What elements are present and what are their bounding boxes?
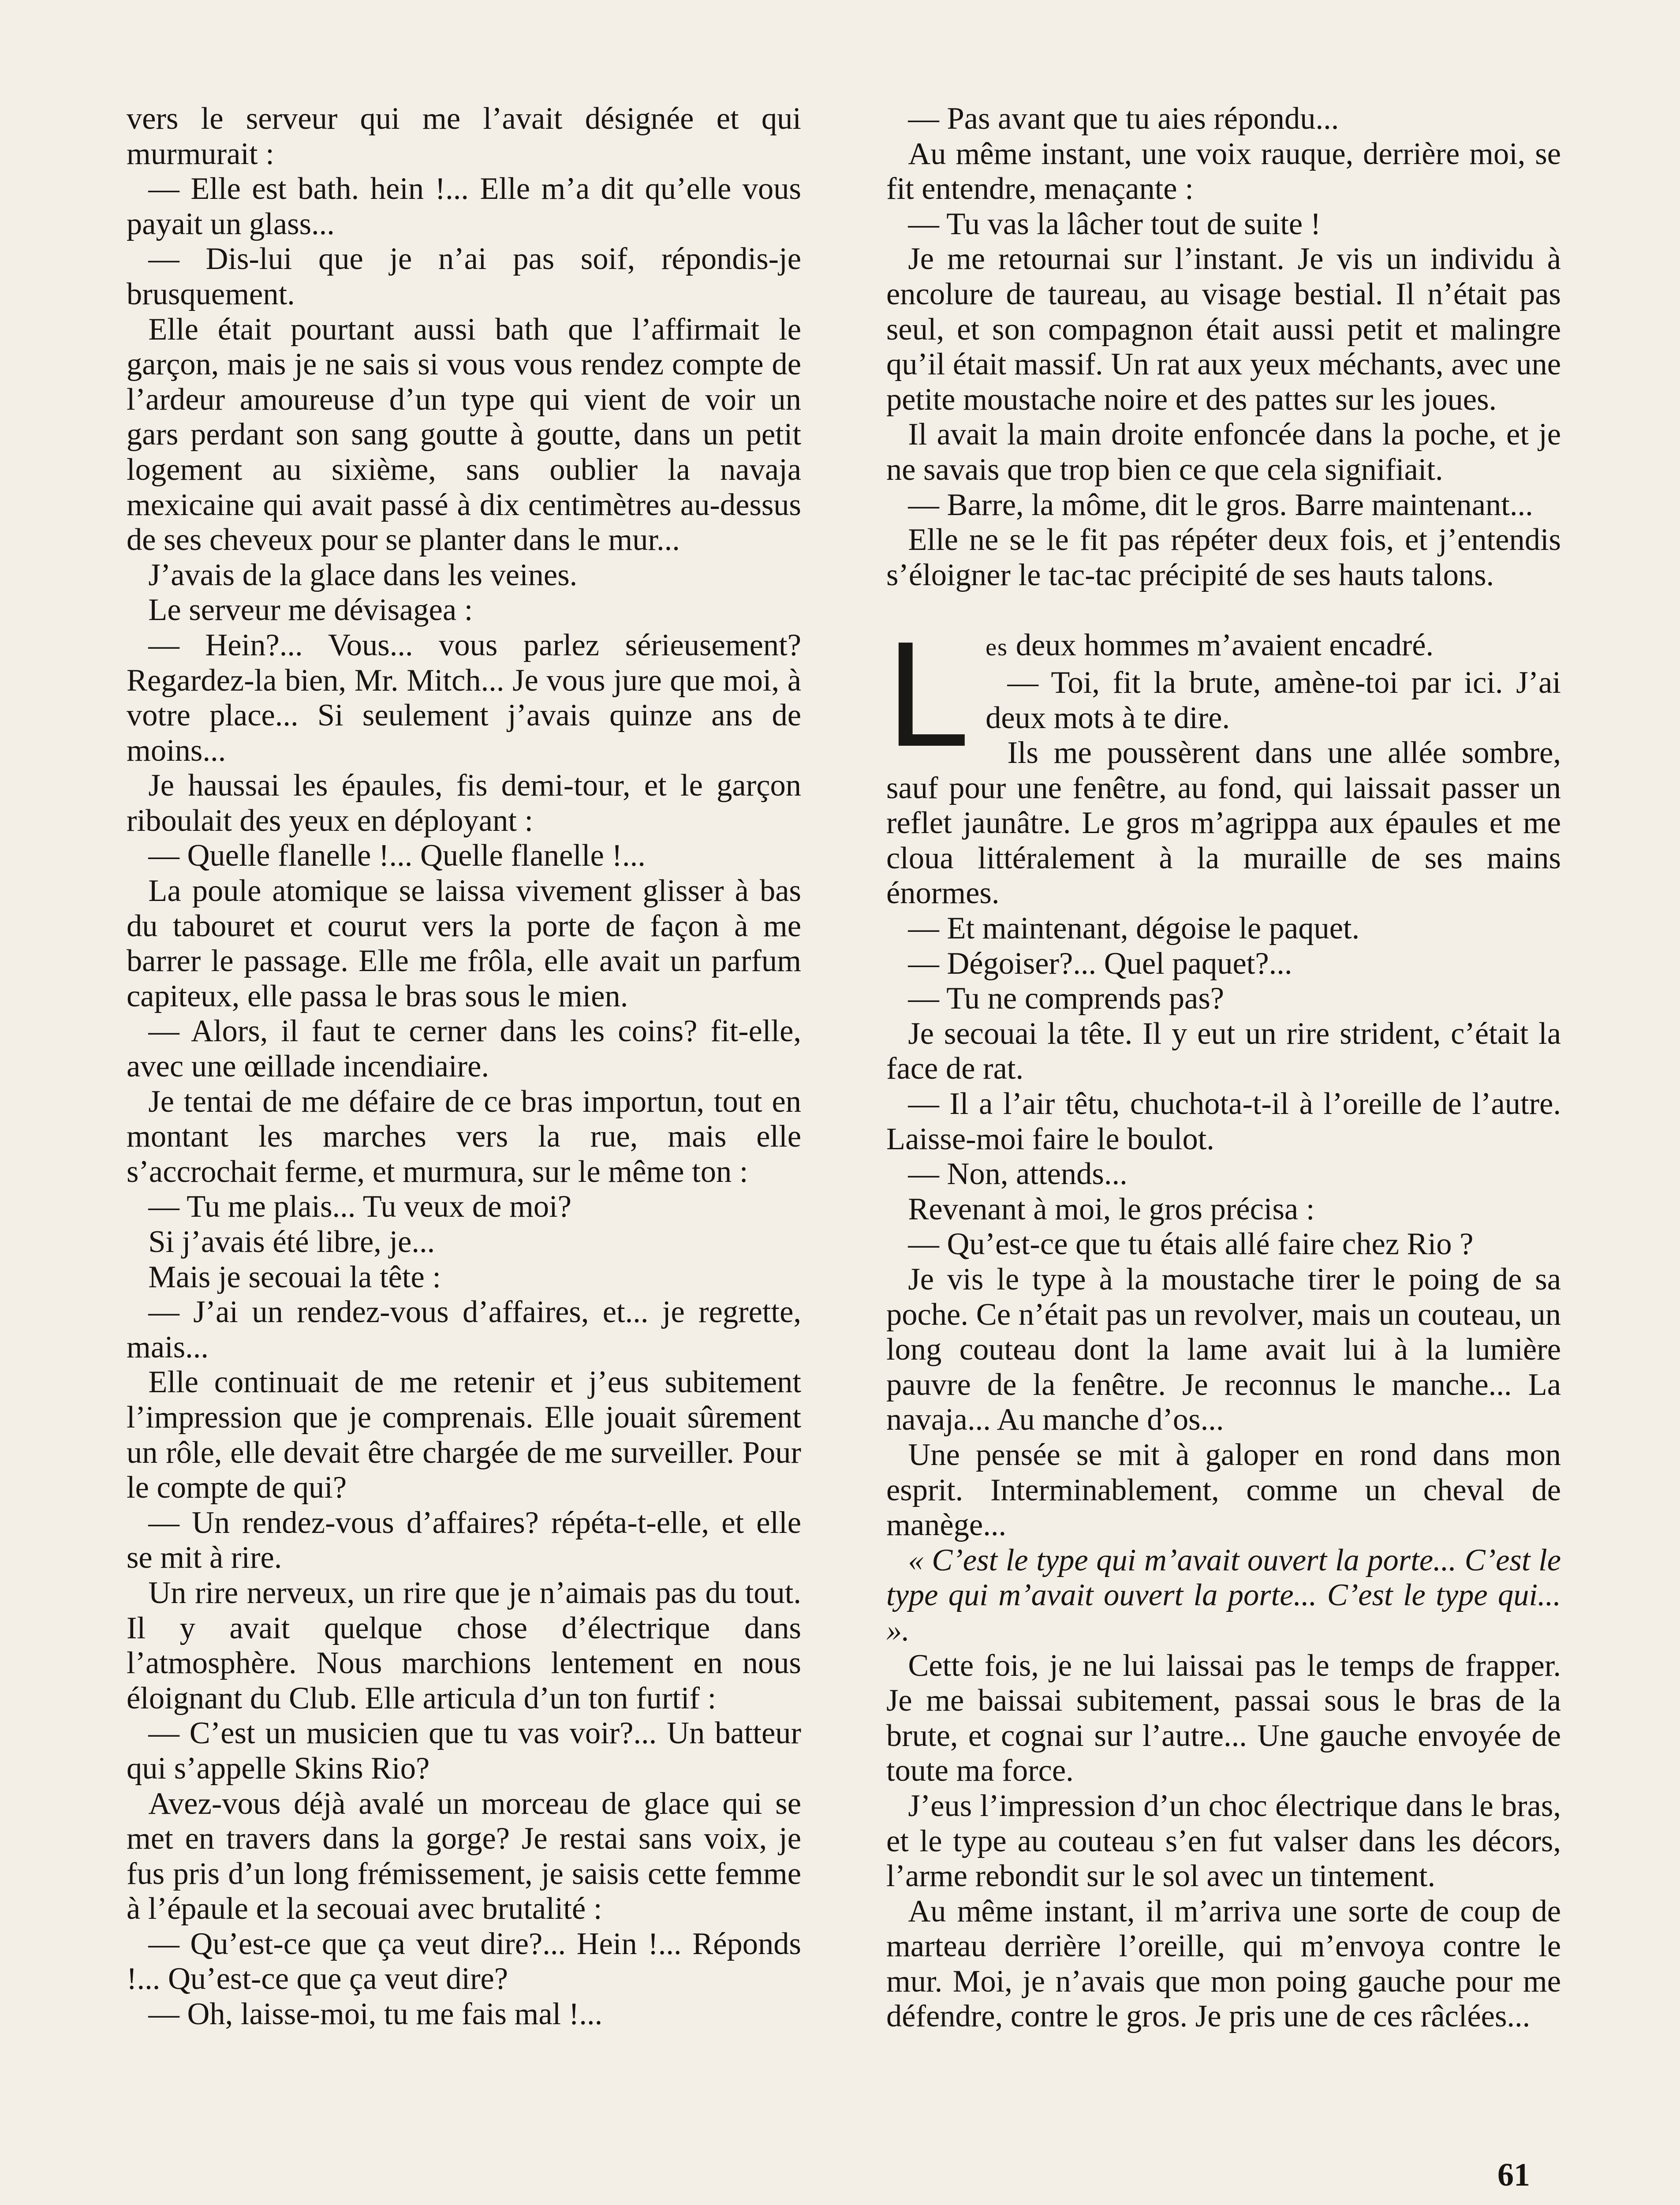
paragraph: Je me retournai sur l’instant. Je vis un individu à encolure de taureau, au visage bestial. Il n’était pas seul, et son compagnon était aussi petit et malingre qu’il était massif. Un rat aux yeux méchants, avec une petite moustache noire et des pattes sur les joues. xyxy=(886,242,1561,417)
paragraph: Je haussai les épaules, fis demi-tour, et le garçon riboulait des yeux en déployant : xyxy=(127,768,801,838)
paragraph: — Oh, laisse-moi, tu me fais mal !... xyxy=(148,1997,603,2032)
paragraph: — Dégoiser?... Quel paquet?... xyxy=(908,946,1292,981)
paragraph: — Non, attends... xyxy=(908,1157,1127,1192)
paragraph: « C’est le type qui m’avait ouvert la porte... C’est le type qui m’avait ouvert la porte... C’est le type qui... ». xyxy=(886,1543,1561,1648)
paragraph: Elle était pourtant aussi bath que l’affirmait le garçon, mais je ne sais si vous vous rendez compte de l’ardeur amoureuse d’un type qui vient de voir un gars perdant son sang goutte à goutte, dans un petit logement au sixième, sans oublier la navaja mexicaine qui avait passé à dix centimètres au-dessus de ses cheveux pour se planter dans le mur... xyxy=(127,312,801,557)
paragraph: — Tu ne comprends pas? xyxy=(908,981,1225,1016)
drop-cap: L xyxy=(886,610,970,778)
page-number: 61 xyxy=(1497,2157,1530,2193)
paragraph: Un rire nerveux, un rire que je n’aimais pas du tout. Il y avait quelque chose d’électrique dans l’atmosphère. Nous marchions lentement en nous éloignant du Club. Elle articula d’un ton furtif : xyxy=(127,1575,801,1715)
paragraph: Mais je secouai la tête : xyxy=(148,1259,441,1294)
paragraph: Avez-vous déjà avalé un morceau de glace qui se met en travers dans la gorge? Je restai sans voix, je fus pris d’un long frémissement, je saisis cette femme à l’épaule et la secouai avec brutalité : xyxy=(127,1786,801,1926)
paragraph: — Dis-lui que je n’ai pas soif, répondis-je brusquement. xyxy=(127,242,801,311)
paragraph: — Alors, il faut te cerner dans les coins? fit-elle, avec une œillade incendiaire. xyxy=(127,1014,801,1084)
paragraph: Je secouai la tête. Il y eut un rire strident, c’était la face de rat. xyxy=(886,1016,1561,1086)
paragraph: — Et maintenant, dégoise le paquet. xyxy=(908,911,1360,946)
paragraph: — J’ai un rendez-vous d’affaires, et... je regrette, mais... xyxy=(127,1295,801,1364)
paragraph: J’avais de la glace dans les veines. xyxy=(148,557,578,592)
paragraph: La poule atomique se laissa vivement glisser à bas du tabouret et courut vers la porte de façon à me barrer le passage. Elle me frôla, elle avait un parfum capiteux, elle passa le bras sous le mien. xyxy=(127,874,801,1013)
paragraph: — Elle est bath. hein !... Elle m’a dit qu’elle vous payait un glass... xyxy=(127,172,801,241)
paragraph: Le serveur me dévisagea : xyxy=(148,593,473,628)
paragraph: — Barre, la môme, dit le gros. Barre maintenant... xyxy=(908,487,1533,522)
paragraph: — Tu me plais... Tu veux de moi? xyxy=(148,1189,572,1224)
paragraph: vers le serveur qui me l’avait désignée et qui murmurait : xyxy=(127,101,801,171)
paragraph: Je tentai de me défaire de ce bras importun, tout en montant les marches vers la rue, mais elle s’accrochait ferme, et murmura, sur le même ton : xyxy=(127,1084,801,1189)
paragraph: — Quelle flanelle !... Quelle flanelle !... xyxy=(148,838,646,873)
left-column xyxy=(127,101,801,2032)
drop-cap-continuation: es xyxy=(986,634,1008,662)
paragraph: Au même instant, il m’arriva une sorte de coup de marteau derrière l’oreille, qui m’envoya contre le mur. Moi, je n’avais que mon poing gauche pour me défendre, contre le gros. Je pris une de ces râclées... xyxy=(886,1894,1561,2034)
paragraph: Au même instant, une voix rauque, derrière moi, se fit entendre, menaçante : xyxy=(886,136,1561,206)
section-start xyxy=(886,610,1561,2034)
paragraph: Revenant à moi, le gros précisa : xyxy=(908,1192,1315,1226)
right-column xyxy=(886,101,1561,2034)
paragraph: — Qu’est-ce que tu étais allé faire chez Rio ? xyxy=(908,1227,1474,1262)
section-first-line: deux hommes m’avaient encadré. xyxy=(1015,628,1434,663)
paragraph: — Tu vas la lâcher tout de suite ! xyxy=(908,206,1321,241)
paragraph: Je vis le type à la moustache tirer le poing de sa poche. Ce n’était pas un revolver, mais un couteau, un long couteau dont la lame avait lui à la lumière pauvre de la fenêtre. Je reconnus le manche... La navaja... Au manche d’os... xyxy=(886,1262,1561,1437)
paragraph: J’eus l’impression d’un choc électrique dans le bras, et le type au couteau s’en fut valser dans les décors, l’arme rebondit sur le sol avec un tintement. xyxy=(886,1788,1561,1894)
paragraph: Elle ne se le fit pas répéter deux fois, et j’entendis s’éloigner le tac-tac précipité de ses hauts talons. xyxy=(886,523,1561,592)
paragraph: — Un rendez-vous d’affaires? répéta-t-elle, et elle se mit à rire. xyxy=(127,1505,801,1575)
paragraph: — Il a l’air têtu, chuchota-t-il à l’oreille de l’autre. Laisse-moi faire le boulot. xyxy=(886,1087,1561,1156)
paragraph: — C’est un musicien que tu vas voir?... Un batteur qui s’appelle Skins Rio? xyxy=(127,1716,801,1786)
paragraph: — Toi, fit la brute, amène-toi par ici. J’ai deux mots à te dire. xyxy=(986,665,1561,735)
paragraph: — Pas avant que tu aies répondu... xyxy=(908,101,1339,136)
paragraph: Cette fois, je ne lui laissai pas le temps de frapper. Je me baissai subitement, passai sous le bras de la brute, et cognai sur l’autre... Une gauche envoyée de toute ma force. xyxy=(886,1648,1561,1788)
paragraph: Elle continuait de me retenir et j’eus subitement l’impression que je comprenais. Elle jouait sûrement un rôle, elle devait être chargée de me surveiller. Pour le compte de qui? xyxy=(127,1365,801,1505)
right-column-top xyxy=(886,101,1561,593)
paragraph: Ils me poussèrent dans une allée sombre, sauf pour une fenêtre, au fond, qui laissait passer un reflet jaunâtre. Le gros m’agrippa aux épaules et me cloua littéralement à la muraille de ses mains énormes. xyxy=(886,736,1561,911)
paragraph: Une pensée se mit à galoper en rond dans mon esprit. Interminablement, comme un cheval de manège... xyxy=(886,1437,1561,1543)
paragraph: — Qu’est-ce que ça veut dire?... Hein !... Réponds !... Qu’est-ce que ça veut dire? xyxy=(127,1926,801,1996)
paragraph: Il avait la main droite enfoncée dans la poche, et je ne savais que trop bien ce que cela signifiait. xyxy=(886,417,1561,487)
paragraph: — Hein?... Vous... vous parlez sérieusement? Regardez-la bien, Mr. Mitch... Je vous jure que moi, à votre place... Si seulement j’avais quinze ans de moins... xyxy=(127,628,801,768)
right-column-bottom xyxy=(886,665,1561,2034)
paragraph: Si j’avais été libre, je... xyxy=(148,1225,435,1259)
